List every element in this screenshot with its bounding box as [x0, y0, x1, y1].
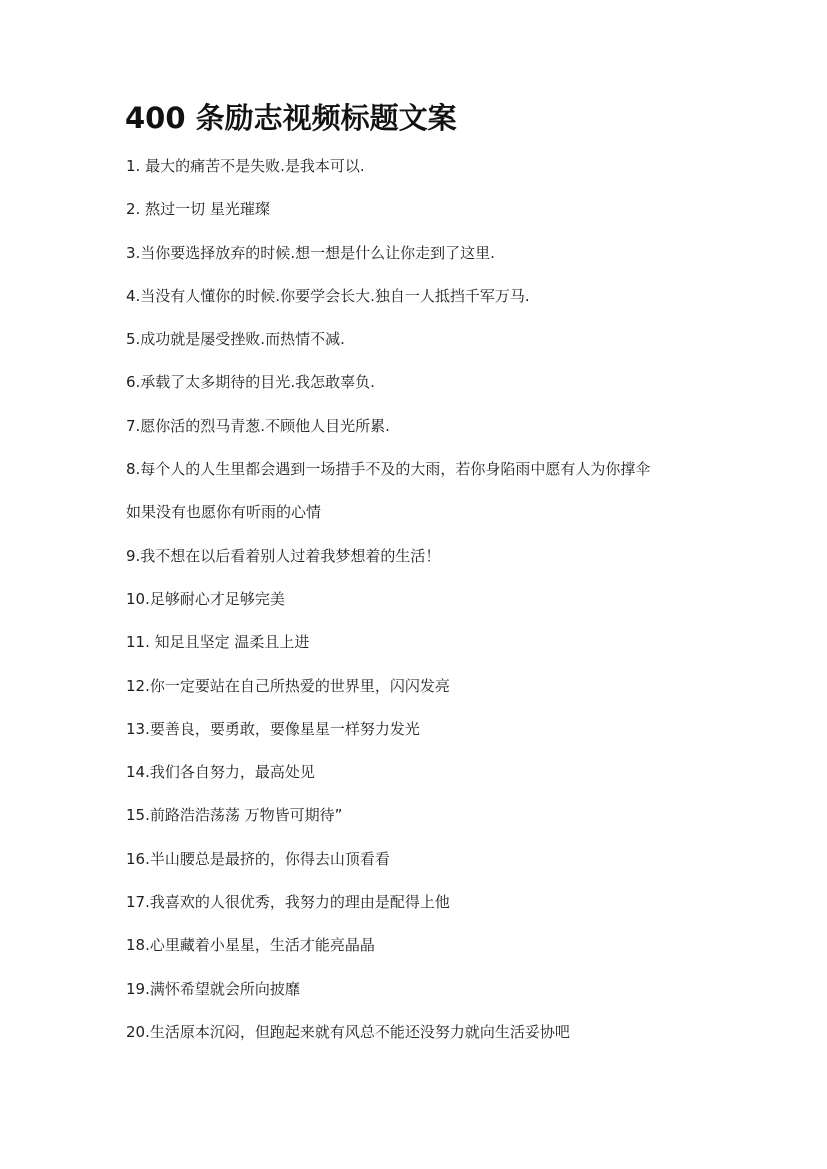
list-item: 17.我喜欢的人很优秀，我努力的理由是配得上他 — [126, 893, 450, 912]
list-item: 18.心里藏着小星星，生活才能亮晶晶 — [126, 936, 375, 955]
list-item: 12.你一定要站在自己所热爱的世界里，闪闪发亮 — [126, 676, 450, 695]
list-item: 4.当没有人懂你的时候.你要学会长大.独自一人抵挡千军万马. — [126, 286, 530, 305]
list-item: 13.要善良，要勇敢，要像星星一样努力发光 — [126, 719, 420, 738]
document-title: 400 条励志视频标题文案 — [125, 101, 457, 135]
list-item-continuation: 如果没有也愿你有听雨的心情 — [126, 503, 322, 522]
list-item: 7.愿你活的烈马青葱.不顾他人目光所累. — [126, 416, 390, 435]
list-item: 9.我不想在以后看着别人过着我梦想着的生活！ — [126, 546, 441, 565]
list-item: 8.每个人的人生里都会遇到一场措手不及的大雨，若你身陷雨中愿有人为你撑伞 — [126, 460, 651, 479]
list-item: 6.承载了太多期待的目光.我怎敢辜负. — [126, 373, 375, 392]
list-item: 5.成功就是屡受挫败.而热情不减. — [126, 330, 345, 349]
list-item: 1. 最大的痛苦不是失败.是我本可以. — [126, 157, 365, 175]
list-item: 11. 知足且坚定 温柔且上进 — [126, 633, 310, 652]
list-item: 19.满怀希望就会所向披靡 — [126, 979, 300, 998]
list-item: 2. 熬过一切 星光璀璨 — [126, 200, 270, 219]
list-item: 15.前路浩浩荡荡 万物皆可期待” — [126, 806, 343, 825]
list-item: 14.我们各自努力，最高处见 — [126, 763, 315, 782]
list-item: 3.当你要选择放弃的时候.想一想是什么让你走到了这里. — [126, 243, 495, 262]
slogan-list — [126, 151, 766, 1060]
list-item: 10.足够耐心才足够完美 — [126, 589, 285, 608]
list-item: 20.生活原本沉闷，但跑起来就有风总不能还没努力就向生活妥协吧 — [126, 1022, 570, 1041]
list-item: 16.半山腰总是最挤的，你得去山顶看看 — [126, 849, 390, 868]
